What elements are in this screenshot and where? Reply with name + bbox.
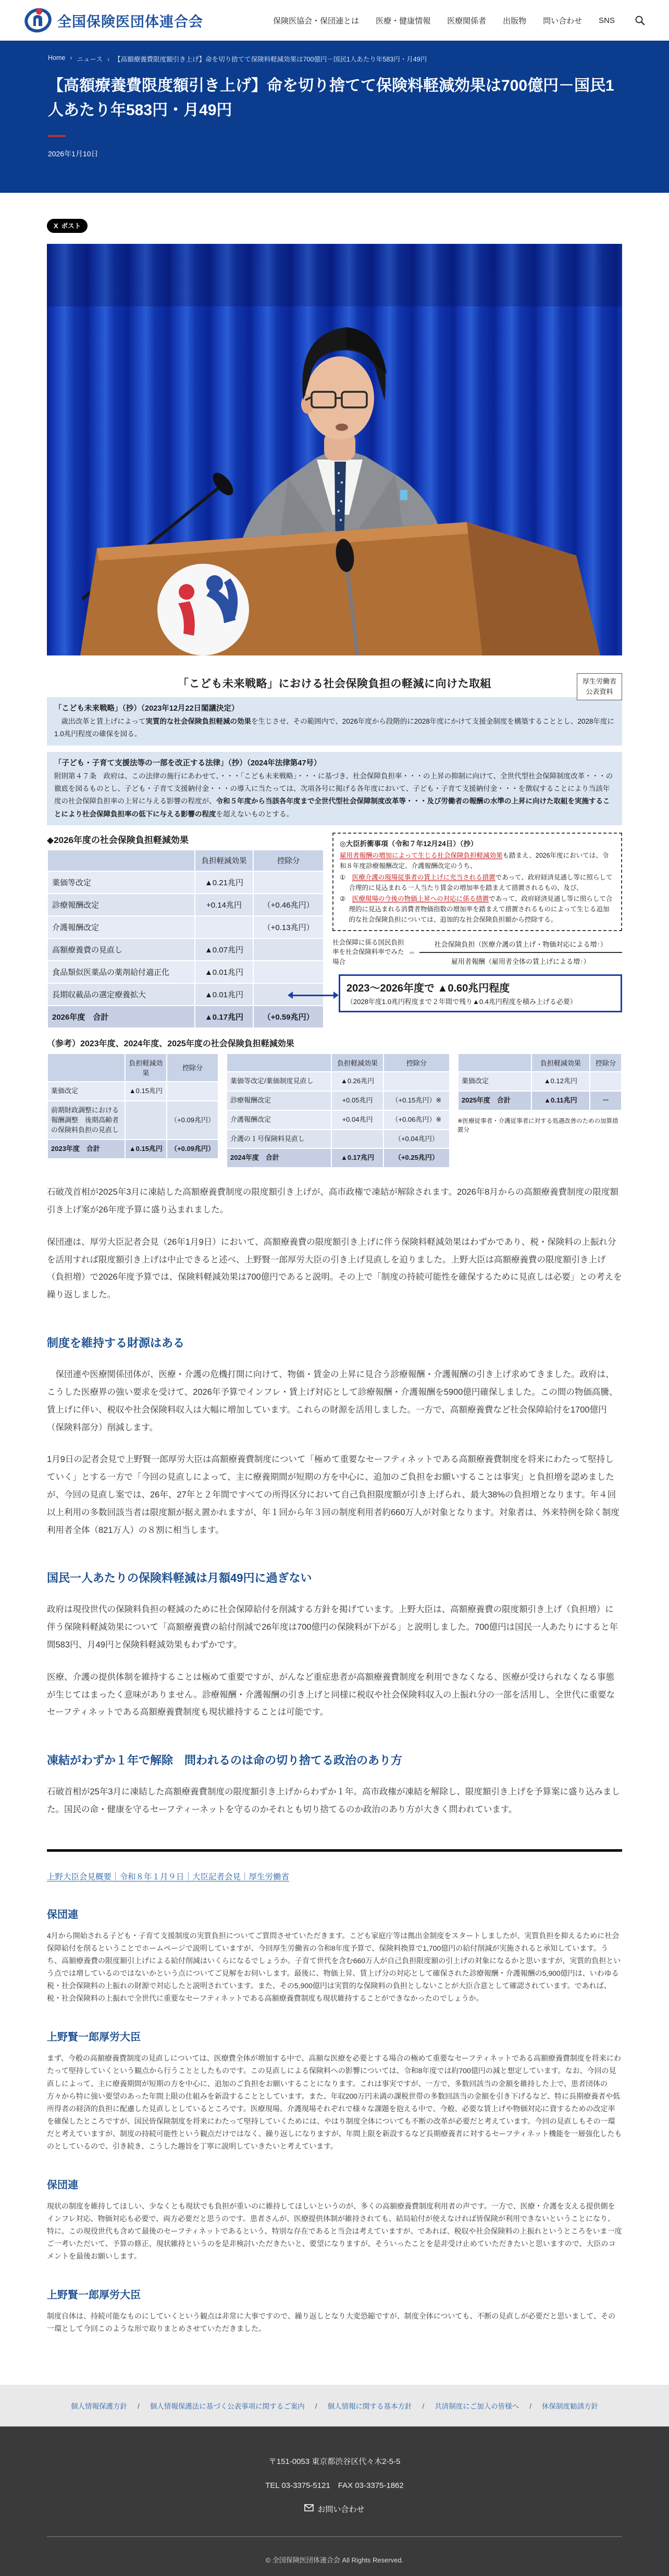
transcript-paragraph: 制度自体は、持続可能なものにしていくという観点は非常に大事ですので、繰り返しとなり大変恐縮ですが、制度全体についても、不断の見直しが必要だと思いまして、その一環として今回このような形で取りまとめさせていただきました。 <box>47 2312 616 2333</box>
table-row: 高額療養費の見直し ▲0.07兆円 <box>48 939 323 960</box>
nav-item-sns[interactable]: SNS <box>599 16 615 25</box>
burden-rate-formula: 社会保障に係る国民負担率を社会保険料率でみた場合 ＝ $\frac{\text{社会保険負担（医療介護の賃上げ・物価対応による増↑）}}{\text{雇用者報酬（雇用者全体の賃上げによる増↑）}}$ <box>332 938 622 967</box>
search-icon[interactable] <box>635 15 645 26</box>
table-header-row: 負担軽減効果 控除分 <box>48 1054 218 1081</box>
x-post-label: ポスト <box>61 222 81 230</box>
title-accent-bar <box>48 135 66 137</box>
paragraph: 政府は現役世代の保険料負担の軽減のために社会保障給付を削減する方針を掲げています。上野大臣は、高額療養費の限度額引き上げ（負担増）に伴う保険料軽減効果について「高額療養費の給付削減で26年度は700億円の保険料が下がる」と説明しました。700億円は国民一人あたりにすると年間583円、月49円と保険料軽減効果もわずかです。 <box>47 1605 618 1650</box>
footer-link-disclosure[interactable]: 個人情報保護法に基づく公表事項に関するご案内 <box>150 2402 305 2410</box>
total-reduction-highlight: 2023～2026年度で ▲0.60兆円程度 （2028年度1.0兆円程度まで２年間で残り▲0.4兆円程度を積み上げる必要） <box>339 974 622 1012</box>
x-logo-icon: X <box>54 221 58 230</box>
table-row: 診療報酬改定 +0.05兆円 （+0.15兆円）※ <box>227 1092 449 1110</box>
breadcrumb-current: 【高額療養費限度額引き上げ】命を切り捨てて保険料軽減効果は700億円－国民1人あたり年583円・月49円 <box>114 56 427 63</box>
transcript-paragraph: まず、今般の高額療養費制度の見直しについては、医療費全体が増加する中で、高額な医療を必要とする場合の極めて重要なセーフティネットである高額療養費制度を将来にわたって堅持していくという観点から行うこととしたものです。この見直しによる保険料への影響については、令和8年度では約700億円の減と想定しています。なお、今回の見直しによって、主に療養期間が短期の方を中心に、追加のご負担をお願いすることになります。これは事実ですが、一方で、多数回該当の金額を維持した上で、患者団体の方々から特に強い要望のあった年間上限の仕組みを新設することとしています。また、年収200万円未満の課税世帯の多数回該当の金額を引き下げるなど、特に長期療養者や低所得者の経済的負担に配慮した見直しとしているところです。医療現場、介護現場それぞれで様々な課題を抱える中で、今般、必要な賃上げや物価対応に資するための改定率を確保したところですが、国民皆保険制度を将来にわたって堅持していくためには、やはり制度全体についても不断の改革が必要だと考えています。今回の見直しもその一環だと考えていますが、制度の持続可能性という観点だけではなく、繰り返しになりますが、年間上限を新設するなど長期療養者に対するセーフティネット機能を一層強化したものとしているので、引き続き、こうした趣旨を丁寧に説明していきたいと考えています。 <box>47 2054 622 2150</box>
reduction-table-2023 <box>47 1053 219 1159</box>
reduction-table-2026 <box>47 849 324 1029</box>
paragraph: 保団連や医療関係団体が、医療・介護の危機打開に向けて、物価・賃金の上昇に見合う診療報酬・介護報酬の引き上げ求めてきました。政府は、こうした医療界の強い要求を受けて、2026年予算でインフレ・賃上げ対応として診療報酬・介護報酬を5900億円確保しました。この間の物価高騰、賃上げに伴い、税収や社会保険料収入は大幅に増加しています。これらの財源を活用しました。一方で、高額療養費など社会保障給付を1700億円（保険料部分）削減します。 <box>47 1370 618 1432</box>
paragraph: 1月9日の記者会見で上野賢一郎厚労大臣は高額療養費制度について「極めて重要なセーフティネットである高額療養費制度を将来にわたって堅持していく」とする一方で「今回の見直しによって、主に療養期間が短期の方を中心に、追加のご負担をお願いすることは事実」と負担増を認めましたが、今回の見直し案では、26年、27年と２年間ですべての所得区分において自己負担限度額が引き上げられ、最大38%の負担増となります。年４回以上利用の多数回該当者は限度額が据え置かれますが、年１回から年３回の制度利用者約660万人が対象となります。対象者は、外来特例を除く制度利用者全体（821万人）の８割に相当します。 <box>47 1455 620 1535</box>
breadcrumb-home[interactable]: Home › <box>48 54 77 64</box>
table-total-row: 2026年度 合計 ▲0.17兆円 （+0.59兆円） <box>48 1006 323 1027</box>
table-total-row: 2025年度 合計 ▲0.11兆円 － <box>459 1092 621 1110</box>
reduction-table-2025 <box>457 1053 622 1111</box>
paragraph: 石破茂首相が2025年3月に凍結した高額療養費制度の限度額引き上げが、高市政権で凍結が解除されます。2026年8月からの高額療養費制度の限度額引き上げ案が26年度予算に盛り込まれました。 <box>47 1187 618 1215</box>
footer-link-basic-policy[interactable]: 個人情報に関する基本方針 <box>327 2402 412 2410</box>
footer-link-privacy-policy[interactable]: 個人情報保護方針 <box>70 2402 127 2410</box>
share-row <box>47 219 622 233</box>
speaker-heading: 保団連 <box>47 1909 78 1921</box>
nav-item-contact[interactable]: 問い合わせ <box>543 16 583 26</box>
site-header <box>0 0 669 41</box>
section-heading: 国民一人あたりの保険料軽減は月額49円に過ぎない <box>47 1571 312 1585</box>
law-quote-box: 「子ども・子育て支援法等の一部を改正する法律」（抄）（2024年法律第47号） 附則第４７条 政府は、この法律の施行にあわせて、・・・「こども未来戦略」・・・に基づき、社会保障負担率・・・の上昇の抑制に向けて、全世代型社会保障制度改革・・・の徹底を図るものとし、子ども・子育て支援納付金・・・の導入に当たっては、次項各号に掲げる各年度において、子ども・子育て支援納付金・・・を徴収することにより当該年度の社会保障負担率の上昇に与える影響の程度が、令和５年度から当該各年度まで全世代型社会保障制度改革等・・・及び労働者の報酬の水準の上昇に向けた取組を実施することにより社会保障負担率の低下に与える影響の程度を超えないものとする。 <box>47 752 622 825</box>
table-header-row: 負担軽減効果 控除分 <box>227 1054 449 1071</box>
nav-item-medical-professionals[interactable]: 医療関係者 <box>447 16 487 26</box>
paragraph: 石破首相が25年3月に凍結した高額療養費制度の限度額引き上げからわずか１年。高市政権が凍結を解除し、限度額引き上げを予算案に盛り込みました。国民の命・健康を守るセーフティーネットを守るのかそれとも切り捨てるのか政治のあり方が大きく問われています。 <box>47 1787 621 1815</box>
site-logo[interactable] <box>24 5 203 36</box>
reference-heading: （参考）2023年度、2024年度、2025年度の社会保険負担軽減効果 <box>47 1039 294 1048</box>
table-row: 薬価等改定 ▲0.21兆円 <box>48 872 323 893</box>
site-logo-icon <box>24 5 52 36</box>
footer-link-solicitation-policy[interactable]: 休保制度勧誘方針 <box>542 2402 599 2410</box>
strategy-quote-box: 「こども未来戦略」（抄）（2023年12月22日閣議決定） 歳出改革と賃上げによって実質的な社会保険負担軽減の効果を生じさせ、その範囲内で、2026年度から段階的に2028年度にかけて支援金制度を構築することとし、2028年度に1.0兆円程度の確保を図る。 <box>47 697 622 746</box>
paragraph: 医療、介護の提供体制を維持することは極めて重要ですが、がんなど重症患者が高額療養費制度を利用できなくなる、医療が受けられなくなる事態が生じてはまったく意味がありません。診療報酬・介護報酬の引き上げと同様に税収や社会保険料収入の上振れ分の一部を活用し、全世代に重要なセーフティネットである高額療養費制度も現状維持することは可能です。 <box>47 1672 615 1717</box>
source-badge: 厚生労働省 公表資料 <box>577 673 622 700</box>
table-row: 介護の１号保険料見直し （+0.04兆円） <box>227 1130 449 1148</box>
table-row: 薬価改定 ▲0.12兆円 <box>459 1072 621 1091</box>
column-header-blank <box>48 850 194 871</box>
mhlw-infographic <box>47 675 622 1168</box>
table-row: 食品類似医薬品の薬剤給付適正化 ▲0.01兆円 <box>48 961 323 983</box>
mail-icon <box>304 2504 314 2513</box>
minister-negotiation-box: ◎大臣折衝事項（令和７年12月24日）（抄） 雇用者報酬の増加によって生じる社会保険負担軽減効果も踏まえ、2026年度においては、令和８年度診療報酬改定、介護報酬改定のうち、 ① 医療介護の現場従事者の賃上げに充当される措置であって、政府経済見通し等に照らして合理的に見込まれる一人当たり賃金の増加率を踏まえて措置されるもの、及び、 ② 医療現場の今後の物価上昇への対応に係る措置であって、政府経済見通し等に照らして合理的に見込まれる消費者物価指数の増加率を踏まえて措置されるものによって生じる追加的な社会保険負担については、追加的な社会保険負担額から控除する。 <box>332 833 622 931</box>
effects-2026-heading: ◆2026年度の社会保険負担軽減効果 <box>47 835 189 845</box>
nav-item-publications[interactable]: 出版物 <box>503 16 527 26</box>
table-total-row: 2024年度 合計 ▲0.17兆円 （+0.25兆円） <box>227 1149 449 1167</box>
article-date: 2026年1月10日 <box>48 150 98 158</box>
table-row: 介護報酬改定 +0.04兆円 （+0.06兆円）※ <box>227 1111 449 1129</box>
nav-item-medical-health-info[interactable]: 医療・健康情報 <box>376 16 431 26</box>
copyright: © 全国保険医団体連合会 All Rights Reserved. <box>265 2556 404 2564</box>
press-conference-photo <box>47 244 622 655</box>
footer-address: 〒151-0053 東京都渋谷区代々木2-5-5 <box>268 2457 401 2466</box>
table-row: 長期収載品の選定療養拡大 ▲0.01兆円 <box>48 984 323 1005</box>
nav-item-about[interactable]: 保険医協会・保団連とは <box>273 16 360 26</box>
table-row: 薬価改定 ▲0.15兆円 <box>48 1082 218 1100</box>
x-post-button[interactable] <box>47 219 88 233</box>
transcript-paragraph: 4月から開始される子ども・子育て支援制度の実質負担についてご質問させていただきます。こども家庭庁等は拠出金制度をスタートしましたが、実質負担を抑えるために社会保障給付を削るということでホームページで説明していますが、今回厚生労働省の令和8年度予算で、保険料換算で1,700億円の給付削減が実施されると承知しています。うち、高額療養費の限度額引上げによる給付削減はいくらになるでしょうか。子育て世代を含む660万人が自己負担限度額の引上げの対象になるかと思いますが、実質的負担という点では増しているのではないかという点についてご見解をお伺いします。最後に、物価上昇、賃上げ分の対応として確保された診療報酬・介護報酬の5,900億円は、いわゆる税・社会保険料の上振れの財源で対応したと説明されています。また、その5,900億円は実質的な保険料の負担としないことが大臣合意として確認されています。であれば、税・社会保険料の上振れで全世代に重要なセーフティネットである高額療養費制度も現状維持することができなかったのでしょうか。 <box>47 1931 621 2003</box>
article-body <box>47 1184 622 2335</box>
breadcrumb <box>48 54 621 64</box>
site-footer <box>0 2426 669 2576</box>
infographic-title: 「こども未来戦略」における社会保険負担の軽減に向けた取組 <box>178 678 491 690</box>
section-heading: 凍結がわずか１年で解除 問われるのは命の切り捨てる政治のあり方 <box>47 1754 403 1767</box>
breadcrumb-news[interactable]: ニュース › <box>77 54 115 64</box>
site-logo-text: 全国保険医団体連合会 <box>57 14 203 30</box>
footer-policy-links <box>0 2385 669 2426</box>
double-arrow-icon <box>292 995 334 996</box>
speaker-heading: 上野賢一郎厚労大臣 <box>47 2032 141 2044</box>
table-footnote: ※医療従事者・介護従事者に対する処遇改善のための加算措置分 <box>457 1118 618 1133</box>
table-header-row <box>48 850 323 871</box>
mhlw-conference-link[interactable]: 上野大臣会見概要｜令和８年１月９日｜大臣記者会見｜厚生労働省 <box>47 1872 290 1881</box>
column-header-effect: 負担軽減効果 <box>195 850 253 871</box>
paragraph: 保団連は、厚労大臣記者会見（26年1月9日）において、高額療養費の限度額引き上げに伴う保険料軽減効果はわずかであり、税・保険料の上振れ分を活用すれば限度額引き上げは中止できると述べ、上野賢一郎厚労大臣の引き上げ見直しを迫りました。上野大臣は高額療養費の限度額引き上げ（負担増）で2026年度予算では、保険料軽減効果は700億円であると説明。その上で「制度の持続可能性を確保するために見直しは必要」との考えを繰り返しました。 <box>47 1237 622 1300</box>
speaker-heading: 保団連 <box>47 2179 78 2191</box>
up-arrow-icon: ↑ <box>580 957 584 965</box>
speaker-heading: 上野賢一郎厚労大臣 <box>47 2289 141 2301</box>
table-row: 介護報酬改定 （+0.13兆円） <box>48 917 323 938</box>
footer-contact-link[interactable]: お問い合わせ <box>304 2504 364 2515</box>
up-arrow-icon: ↑ <box>597 940 600 948</box>
page-title: 【高額療養費限度額引き上げ】命を切り捨てて保険料軽減効果は700億円－国民1人あたり年583円・月49円 <box>48 77 614 119</box>
column-header-deduction: 控除分 <box>254 850 323 871</box>
table-row: 前期財政調整における報酬調整 後期高齢者の保険料負担の見直し （+0.09兆円） <box>48 1101 218 1140</box>
table-row: 診療報酬改定 +0.14兆円 （+0.46兆円） <box>48 894 323 915</box>
transcript-paragraph: 現状の制度を維持してほしい、少なくとも現状でも負担が重いのに維持してほしいというのが、多くの高額療養費制度利用者の声です。一方で、医療・介護を支える提供側をインフレ対応、物価対応も必要で、両方必要だと思うのです。患者さんが、医療提供体制が維持されても、結局給付が使えなければ皆保険が利用できないということになり、特に、この現役世代も含めて最後のセーフティネットであるという、特別な存在であると当会は考えていますが、であれば、税収や社会保険料の上振れというところをいま一度ご一考いただいて、予算の修正、現状維持というのを是非検討いただきたいと、要望になりますが、そういったことを是非受け止めていただきたいと思いますので、大臣のコメントを最後お願いします。 <box>47 2201 622 2261</box>
section-heading: 制度を維持する財源はある <box>47 1336 185 1350</box>
hero-banner <box>0 41 669 193</box>
footer-divider <box>47 2536 622 2537</box>
reduction-table-2024 <box>226 1053 450 1168</box>
press-conference-transcript <box>47 1852 622 2335</box>
table-row: 薬価等改定/薬価制度見直し ▲0.26兆円 <box>227 1072 449 1091</box>
footer-link-mutual-aid[interactable]: 共済制度にご加入の皆様へ <box>435 2402 519 2410</box>
main-nav <box>273 15 645 26</box>
table-total-row: 2023年度 合計 ▲0.15兆円 （+0.09兆円） <box>48 1140 218 1158</box>
table-header-row: 負担軽減効果 控除分 <box>459 1054 621 1071</box>
footer-tel-fax: TEL 03-3375-5121 FAX 03-3375-1862 <box>265 2481 404 2490</box>
